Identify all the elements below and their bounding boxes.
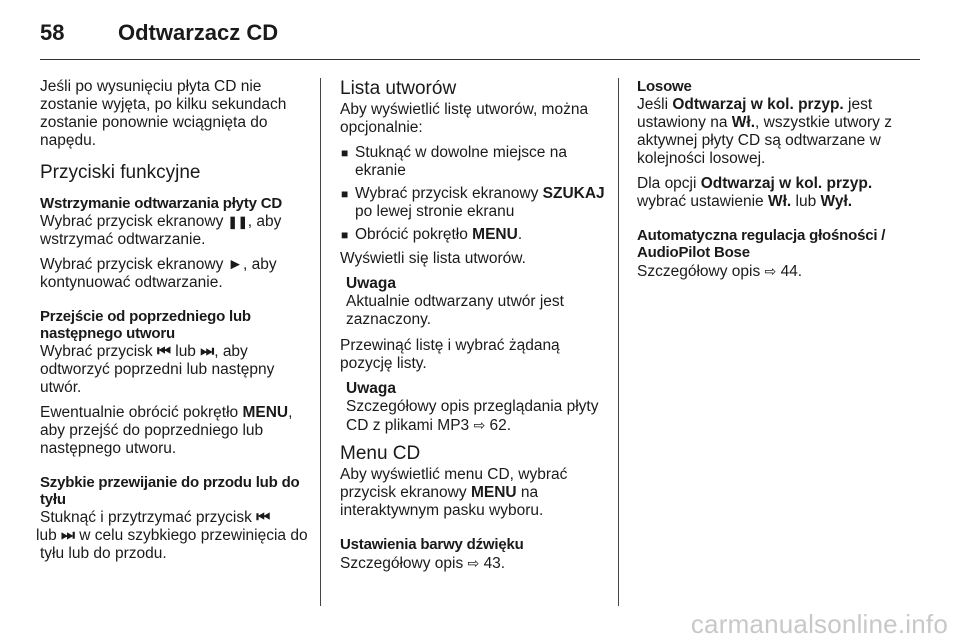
auto-volume-heading: Automatyczna regulacja głośności / AudioPilot Bose [637,227,886,261]
section-title: Przyciski funkcyjne [40,162,201,183]
menu-text: Aby wyświetlić menu CD, wybrać przycisk ekranowy MENU na interaktywnym pasku wyboru. [340,466,568,519]
note-box [340,380,608,435]
play-icon: ► [227,256,243,273]
note-box [340,275,608,329]
column-right [637,78,912,288]
knob-text: Ewentualnie obrócić pokrętło MENU, aby przejść do poprzedniego lub następnego utworu. [40,404,293,457]
header-rule [40,59,920,60]
bullet-icon: ■ [341,228,349,242]
bullet-icon: ■ [341,187,349,201]
after-list-text: Wyświetli się lista utworów. [340,250,526,267]
track-list-intro: Aby wyświetlić listę utworów, można opcjonalnie: [340,101,589,136]
page-ref: 43. [483,555,506,572]
note-text: Aktualnie odtwarzany utwór jest zaznaczony. [346,293,564,328]
fast-heading: Szybkie przewijanie do przodu lub do tyłu [40,474,300,508]
menu-cd-title: Menu CD [340,443,421,464]
column-left [36,78,308,570]
skip-heading: Przejście od poprzedniego lub następnego utworu [40,308,251,342]
track-list-title: Lista utworów [340,78,457,99]
page-header [40,20,920,50]
page-number: 58 [40,20,65,45]
list-item: ■ Obrócić pokrętło MENU. [341,226,523,243]
bullet-icon: ■ [341,146,349,160]
note-text: Szczegółowy opis przeglądania płyty CD z plikami MP3 [346,398,599,434]
list-item: ■ Wybrać przycisk ekranowy SZUKAJ po lewej stronie ekranu [341,185,605,220]
page-ref-icon: ⇨ [764,263,777,279]
random-heading: Losowe [637,78,692,95]
random-text: Jeśli Odtwarzaj w kol. przyp. jest ustawiony na Wł., wszystkie utwory z aktywnej płyty CD są odtwarzane w kolejności losowej. [637,96,892,167]
scroll-text: Przewinąć listę i wybrać żądaną pozycję listy. [340,337,560,372]
watermark: carmanualsonline.info [690,609,948,639]
intro-text: Jeśli po wysunięciu płyta CD nie zostanie wyjęta, po kilku sekundach zostanie ponownie wciągnięta do napędu. [40,78,287,149]
pause-icon: ❚❚ [227,215,248,229]
play-text: Wybrać przycisk ekranowy ►, aby kontynuować odtwarzanie. [40,256,277,291]
list-item: ■ Stuknąć w dowolne miejsce na ekranie [341,144,567,179]
column-divider [618,78,619,606]
fast-forward-icon: ⏭ [61,527,75,544]
tone-text: Szczegółowy opis ⇨ 43. [340,555,506,572]
fast-text: Stuknąć i przytrzymać przycisk ⏮ lub ⏭ w celu szybkiego przewinięcia do tyłu lub do przodu. [36,509,308,562]
note-title: Uwaga [346,275,396,292]
column-divider [320,78,321,606]
pause-text: Wybrać przycisk ekranowy ❚❚, aby wstrzymać odtwarzanie. [40,213,282,248]
previous-track-icon: ⏮ [156,343,171,360]
page-ref: 62. [489,417,512,434]
rewind-icon: ⏮ [256,509,271,526]
page-title: Odtwarzacz CD [118,20,279,45]
page-ref-icon: ⇨ [473,417,486,433]
skip-text: Wybrać przycisk ⏮ lub ⏭, aby odtworzyć poprzedni lub następny utwór. [40,343,275,396]
note-title: Uwaga [346,380,396,397]
pause-heading: Wstrzymanie odtwarzania płyty CD [40,195,282,212]
option-text: Dla opcji Odtwarzaj w kol. przyp. wybrać ustawienie Wł. lub Wył. [637,175,873,210]
option-list [340,144,608,244]
page-ref: 44. [780,263,803,280]
page-ref-icon: ⇨ [467,555,480,571]
column-middle [340,78,608,580]
auto-volume-text: Szczegółowy opis ⇨ 44. [637,263,803,280]
tone-heading: Ustawienia barwy dźwięku [340,536,524,553]
next-track-icon: ⏭ [200,343,215,360]
